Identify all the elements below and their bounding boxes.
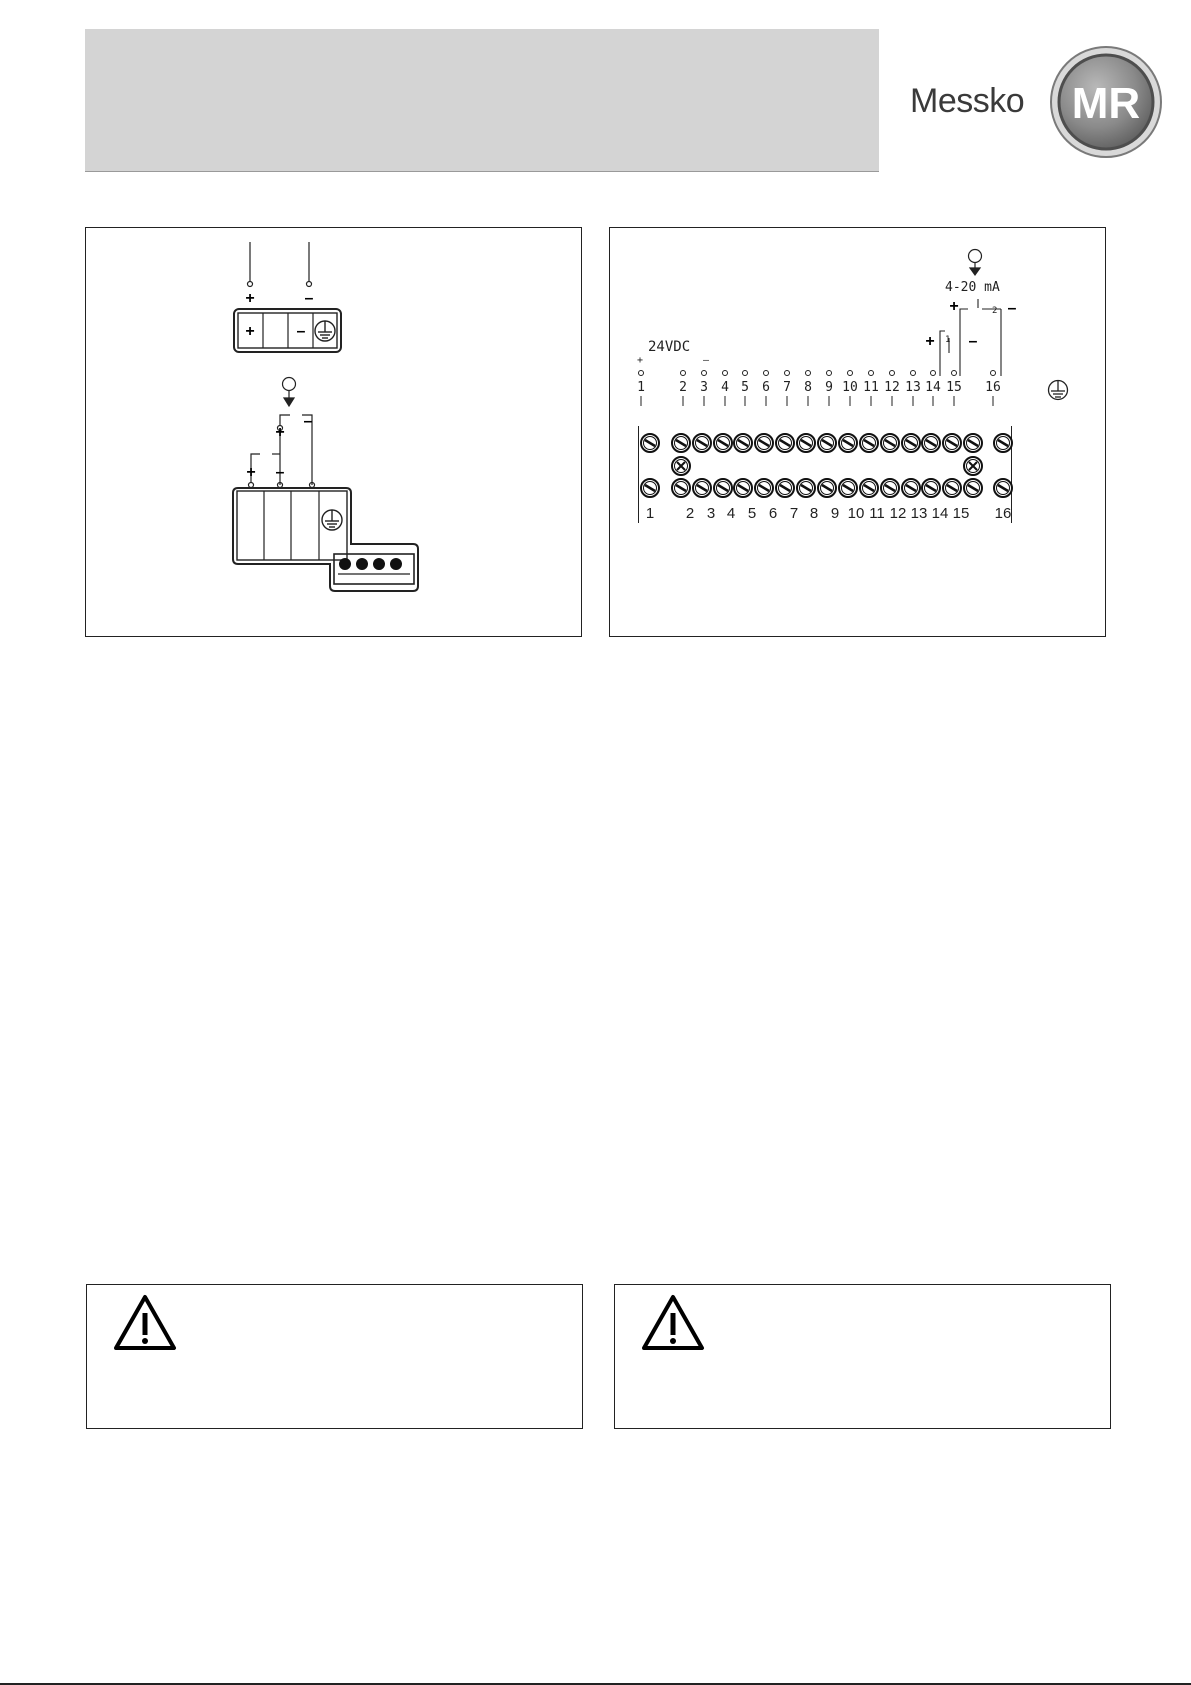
terminal-label: 16 (985, 380, 1001, 395)
terminal-point (931, 371, 936, 376)
terminal-point (702, 371, 707, 376)
terminal-screw (943, 479, 961, 497)
terminal-screw (641, 434, 659, 452)
terminal-screw (734, 434, 752, 452)
terminal-point (890, 371, 895, 376)
terminal-label: 12 (884, 380, 900, 395)
terminal-label: 9 (825, 380, 833, 395)
header-band (85, 29, 879, 172)
terminal-screw (714, 434, 732, 452)
terminal-label: 8 (804, 380, 812, 395)
terminal-screw (994, 479, 1012, 497)
terminal-point (911, 371, 916, 376)
earth-ground-icon (315, 321, 335, 341)
loop-minus: – (1007, 300, 1017, 317)
terminal-label-row (637, 371, 1001, 407)
terminal-screw (818, 479, 836, 497)
terminal-point (952, 371, 957, 376)
top-block-plus: + (245, 323, 255, 340)
wiring-diagram-left (85, 227, 582, 637)
terminal-screw (943, 434, 961, 452)
terminal-screw (881, 434, 899, 452)
terminal-screw (672, 479, 690, 497)
earth-ground-icon (1049, 381, 1068, 400)
terminal-screw (922, 479, 940, 497)
loop1-plus: + (925, 333, 935, 350)
strip-terminal-number: 3 (706, 505, 716, 522)
terminal-screw (776, 479, 794, 497)
terminal-screw (922, 434, 940, 452)
warning-triangle-icon (112, 1293, 178, 1353)
terminal-strip (639, 426, 1012, 523)
strip-terminal-number: 8 (809, 505, 819, 522)
terminal-screw (693, 434, 711, 452)
terminal-screw (902, 479, 920, 497)
strip-terminal-number: 16 (994, 505, 1012, 522)
terminal-label: 13 (905, 380, 921, 395)
bottom-plus-b: + (275, 424, 285, 441)
top-block-minus: – (296, 323, 306, 340)
loop-plus: + (949, 298, 959, 315)
terminal-label: 3 (700, 380, 708, 395)
terminal-label: 7 (783, 380, 791, 395)
terminal-screw (734, 479, 752, 497)
terminal-label: 6 (762, 380, 770, 395)
terminal-screw (693, 479, 711, 497)
terminal-point (869, 371, 874, 376)
strip-terminal-number: 14 (931, 505, 949, 522)
bottom-minus-b: – (303, 413, 313, 430)
terminal-screw (714, 479, 732, 497)
terminal-screw (994, 434, 1012, 452)
terminal-screw (797, 434, 815, 452)
loop1-minus: – (968, 333, 978, 350)
terminal-label: 14 (925, 380, 941, 395)
current-range-label: 4-20 mA (945, 280, 1000, 295)
terminal-screw (839, 479, 857, 497)
terminal-screw (964, 434, 982, 452)
terminal-point (743, 371, 748, 376)
earth-ground-icon (322, 510, 342, 530)
terminal-screw (964, 479, 982, 497)
terminal-point (848, 371, 853, 376)
mounting-screw (672, 457, 690, 475)
terminal-point (785, 371, 790, 376)
mounting-screw (964, 457, 982, 475)
loop-1-index: 1 (945, 335, 951, 345)
terminal-screw (839, 434, 857, 452)
terminal-point (723, 371, 728, 376)
strip-terminal-number: 9 (830, 505, 840, 522)
strip-terminal-number: 15 (952, 505, 970, 522)
brand-logo (910, 40, 1166, 160)
strip-terminal-number: 6 (768, 505, 778, 522)
warning-box-left (86, 1284, 583, 1429)
strip-terminal-number: 2 (685, 505, 695, 522)
terminal-screw (902, 434, 920, 452)
supply-minus: – (703, 355, 710, 366)
terminal-point (806, 371, 811, 376)
strip-terminal-number: 12 (889, 505, 907, 522)
terminal-point (681, 371, 686, 376)
terminal-label: 10 (842, 380, 858, 395)
strip-terminal-number: 13 (910, 505, 928, 522)
bottom-minus-a: – (275, 464, 285, 481)
connector-pins (339, 558, 402, 570)
svg-text:MR: MR (1071, 79, 1141, 128)
terminal-screw (860, 434, 878, 452)
warning-triangle-icon (640, 1293, 706, 1353)
strip-terminal-number: 1 (645, 505, 655, 522)
warning-box-right (614, 1284, 1111, 1429)
strip-terminal-number: 4 (726, 505, 736, 522)
terminal-screw (860, 479, 878, 497)
terminal-screw (818, 434, 836, 452)
terminal-label: 2 (679, 380, 687, 395)
terminal-point (639, 371, 644, 376)
strip-terminal-number: 5 (747, 505, 757, 522)
top-minus-label: – (304, 290, 314, 307)
terminal-screw (755, 479, 773, 497)
terminal-point (764, 371, 769, 376)
top-plus-label: + (245, 290, 255, 307)
strip-terminal-number: 10 (847, 505, 865, 522)
strip-terminal-number: 7 (789, 505, 799, 522)
output-signal-icon (969, 250, 982, 276)
supply-plus: + (637, 355, 644, 366)
terminal-point (991, 371, 996, 376)
output-signal-icon (283, 378, 296, 407)
strip-terminal-number: 11 (869, 505, 885, 522)
terminal-label: 5 (741, 380, 749, 395)
supply-voltage-label: 24VDC (648, 339, 691, 355)
wiring-diagram-right (609, 227, 1106, 637)
loop-2-index: 2 (992, 306, 998, 316)
terminal-screw (797, 479, 815, 497)
terminal-screw (755, 434, 773, 452)
terminal-point (827, 371, 832, 376)
terminal-label: 1 (637, 380, 645, 395)
terminal-label: 15 (946, 380, 962, 395)
terminal-screw (672, 434, 690, 452)
terminal-label: 11 (863, 380, 879, 395)
mr-logo-icon (1048, 44, 1164, 160)
terminal-screw (776, 434, 794, 452)
brand-name: Messko (910, 82, 1025, 120)
bottom-plus-a: + (246, 464, 256, 481)
terminal-screw (881, 479, 899, 497)
terminal-screw (641, 479, 659, 497)
terminal-label: 4 (721, 380, 729, 395)
